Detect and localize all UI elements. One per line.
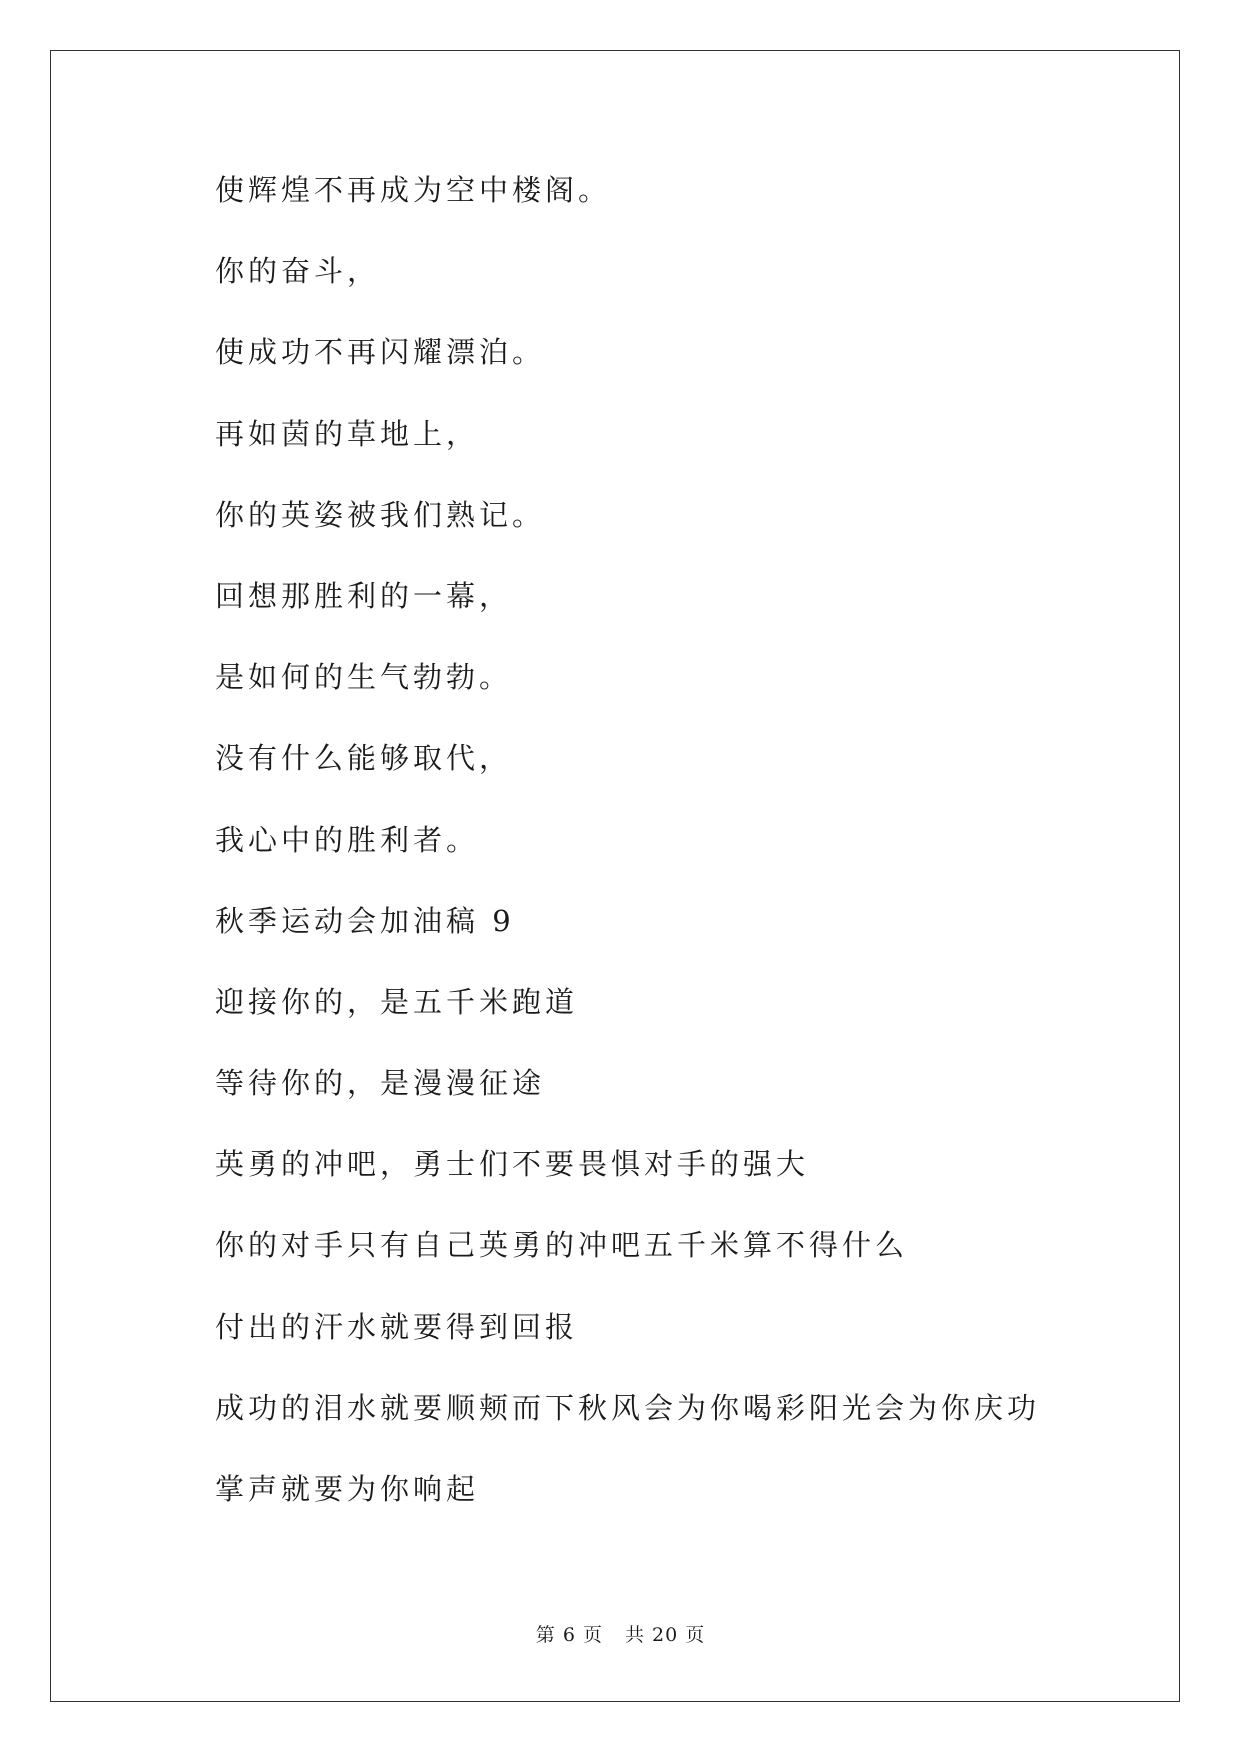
page-footer — [0, 1620, 1241, 1647]
text-line: 我心中的胜利者。 — [215, 822, 480, 857]
text-line: 迎接你的，是五千米跑道 — [215, 984, 579, 1019]
text-line: 回想那胜利的一幕， — [215, 578, 513, 613]
text-line: 你的奋斗， — [215, 254, 381, 289]
text-line: 掌声就要为你响起 — [215, 1472, 480, 1506]
text-line: 成功的泪水就要顺颊而下秋风会为你喝彩阳光会为你庆功 — [215, 1390, 1041, 1425]
text-line: 使辉煌不再成为空中楼阁。 — [215, 173, 612, 207]
text-line: 付出的汗水就要得到回报 — [215, 1309, 579, 1344]
text-line: 没有什么能够取代， — [215, 741, 513, 776]
text-line: 等待你的，是漫漫征途 — [215, 1066, 546, 1101]
text-line: 你的对手只有自己英勇的冲吧五千米算不得什么 — [215, 1228, 909, 1263]
text-line: 再如茵的草地上， — [215, 416, 480, 451]
text-line: 你的英姿被我们熟记。 — [215, 497, 546, 532]
section-heading: 秋季运动会加油稿 9 — [215, 903, 515, 938]
document-body — [215, 170, 1095, 1550]
page-total: 共 20 页 — [624, 1624, 706, 1646]
text-line: 英勇的冲吧，勇士们不要畏惧对手的强大 — [215, 1147, 810, 1182]
page-number: 第 6 页 — [535, 1624, 603, 1646]
text-line: 使成功不再闪耀漂泊。 — [215, 335, 546, 370]
text-line: 是如何的生气勃勃。 — [215, 660, 513, 695]
